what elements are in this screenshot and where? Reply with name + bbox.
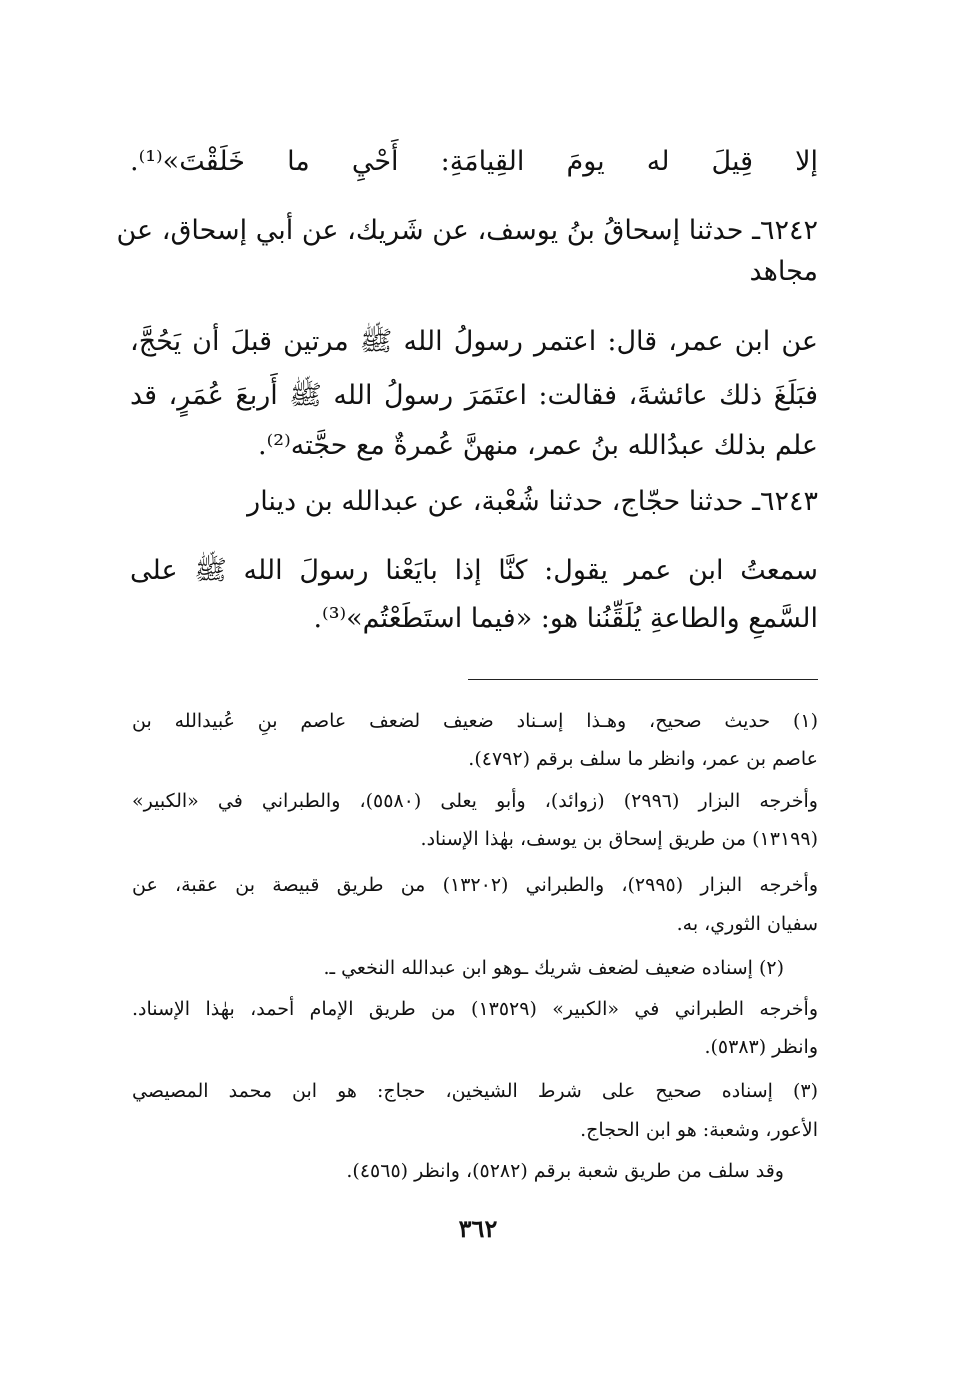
footnote-3-line-3: وقد سلف من طريق شعبة برقم (٥٢٨٢)، وانظر (٤٥٦٥). <box>346 1160 784 1182</box>
hadith-6242-matn-2: فبَلَغَ ذلك عائشةَ، فقالت: اعتَمَرَ رسولُ الله ﷺ أَربعَ عُمَرٍ، قد <box>130 380 818 411</box>
hadith-6242-matn-1: عن ابن عمر، قال: اعتمر رسولُ الله ﷺ مرتين قبلَ أن يَحُجَّ، <box>130 326 818 357</box>
footnote-1-line-2: عاصم بن عمر، وانظر ما سلف برقم (٤٧٩٢). <box>468 748 818 770</box>
hadith-6243-matn-2: السَّمعِ والطاعةِ يُلَقِّنُنا هو: «فيما استَطَعْتُم»⁽³⁾. <box>313 603 818 634</box>
hadith-6242-matn-3: علم بذلك عبدُالله بنُ عمر، منهنَّ عُمرةٌ مع حجَّته⁽²⁾. <box>258 430 818 461</box>
footnote-3-line-2: الأعور، وشعبة: هو ابن الحجاج. <box>580 1119 818 1141</box>
body-line-1: إلا قِيلَ له يومَ القِيامَةِ: أَحْيِ ما خَلَقْتَ»⁽¹⁾. <box>130 146 818 177</box>
hadith-6243-matn-1: سمعتُ ابن عمر يقول: كنَّا إذا بايَعْنا رسولَ الله ﷺ على <box>130 555 818 586</box>
footnote-2-line-1: (٢) إسناده ضعيف لضعف شريك ـوهو ابن عبدالله النخعي ـ. <box>323 957 784 979</box>
page-number: ٣٦٢ <box>458 1214 498 1243</box>
hadith-6242-isnad-end: مجاهد <box>749 256 818 287</box>
footnote-2-line-3: وانظر (٥٣٨٣). <box>704 1036 818 1058</box>
footnote-2-line-2: وأخرجه الطبراني في «الكبير» (١٣٥٢٩) من طريق الإمام أحمد، بهٰذا الإسناد. <box>132 998 819 1020</box>
hadith-6242-isnad: ٦٢٤٢ـ حدثنا إسحاقُ بنُ يوسف، عن شَريك، عن أبي إسحاق، عن <box>116 215 818 246</box>
footnote-1-line-6: سفيان الثوري، به. <box>676 913 818 935</box>
footnote-separator <box>468 679 818 680</box>
footnote-1-line-1: (١) حديث صحيح، وهـذا إسـناد ضعيف لضعف عاصم بنِ عُبيدالله بن <box>132 710 818 732</box>
footnote-1-line-5: وأخرجه البزار (٢٩٩٥)، والطبراني (١٣٢٠٢) من طريق قبيصة بن عقبة، عن <box>132 874 818 896</box>
footnote-3-line-1: (٣) إسناده صحيح على شرط الشيخين، حجاج: هو ابن محمد المصيصي <box>132 1080 818 1102</box>
footnote-1-line-4: (١٣١٩٩) من طريق إسحاق بن يوسف، بهٰذا الإسناد. <box>420 828 818 850</box>
footnote-1-line-3: وأخرجه البزار (٢٩٩٦) (زوائد)، وأبو يعلى (٥٥٨٠)، والطبراني في «الكبير» <box>132 790 818 812</box>
hadith-6243-isnad: ٦٢٤٣ـ حدثنا حجّاج، حدثنا شُعْبة، عن عبدالله بن دينار <box>247 486 818 517</box>
